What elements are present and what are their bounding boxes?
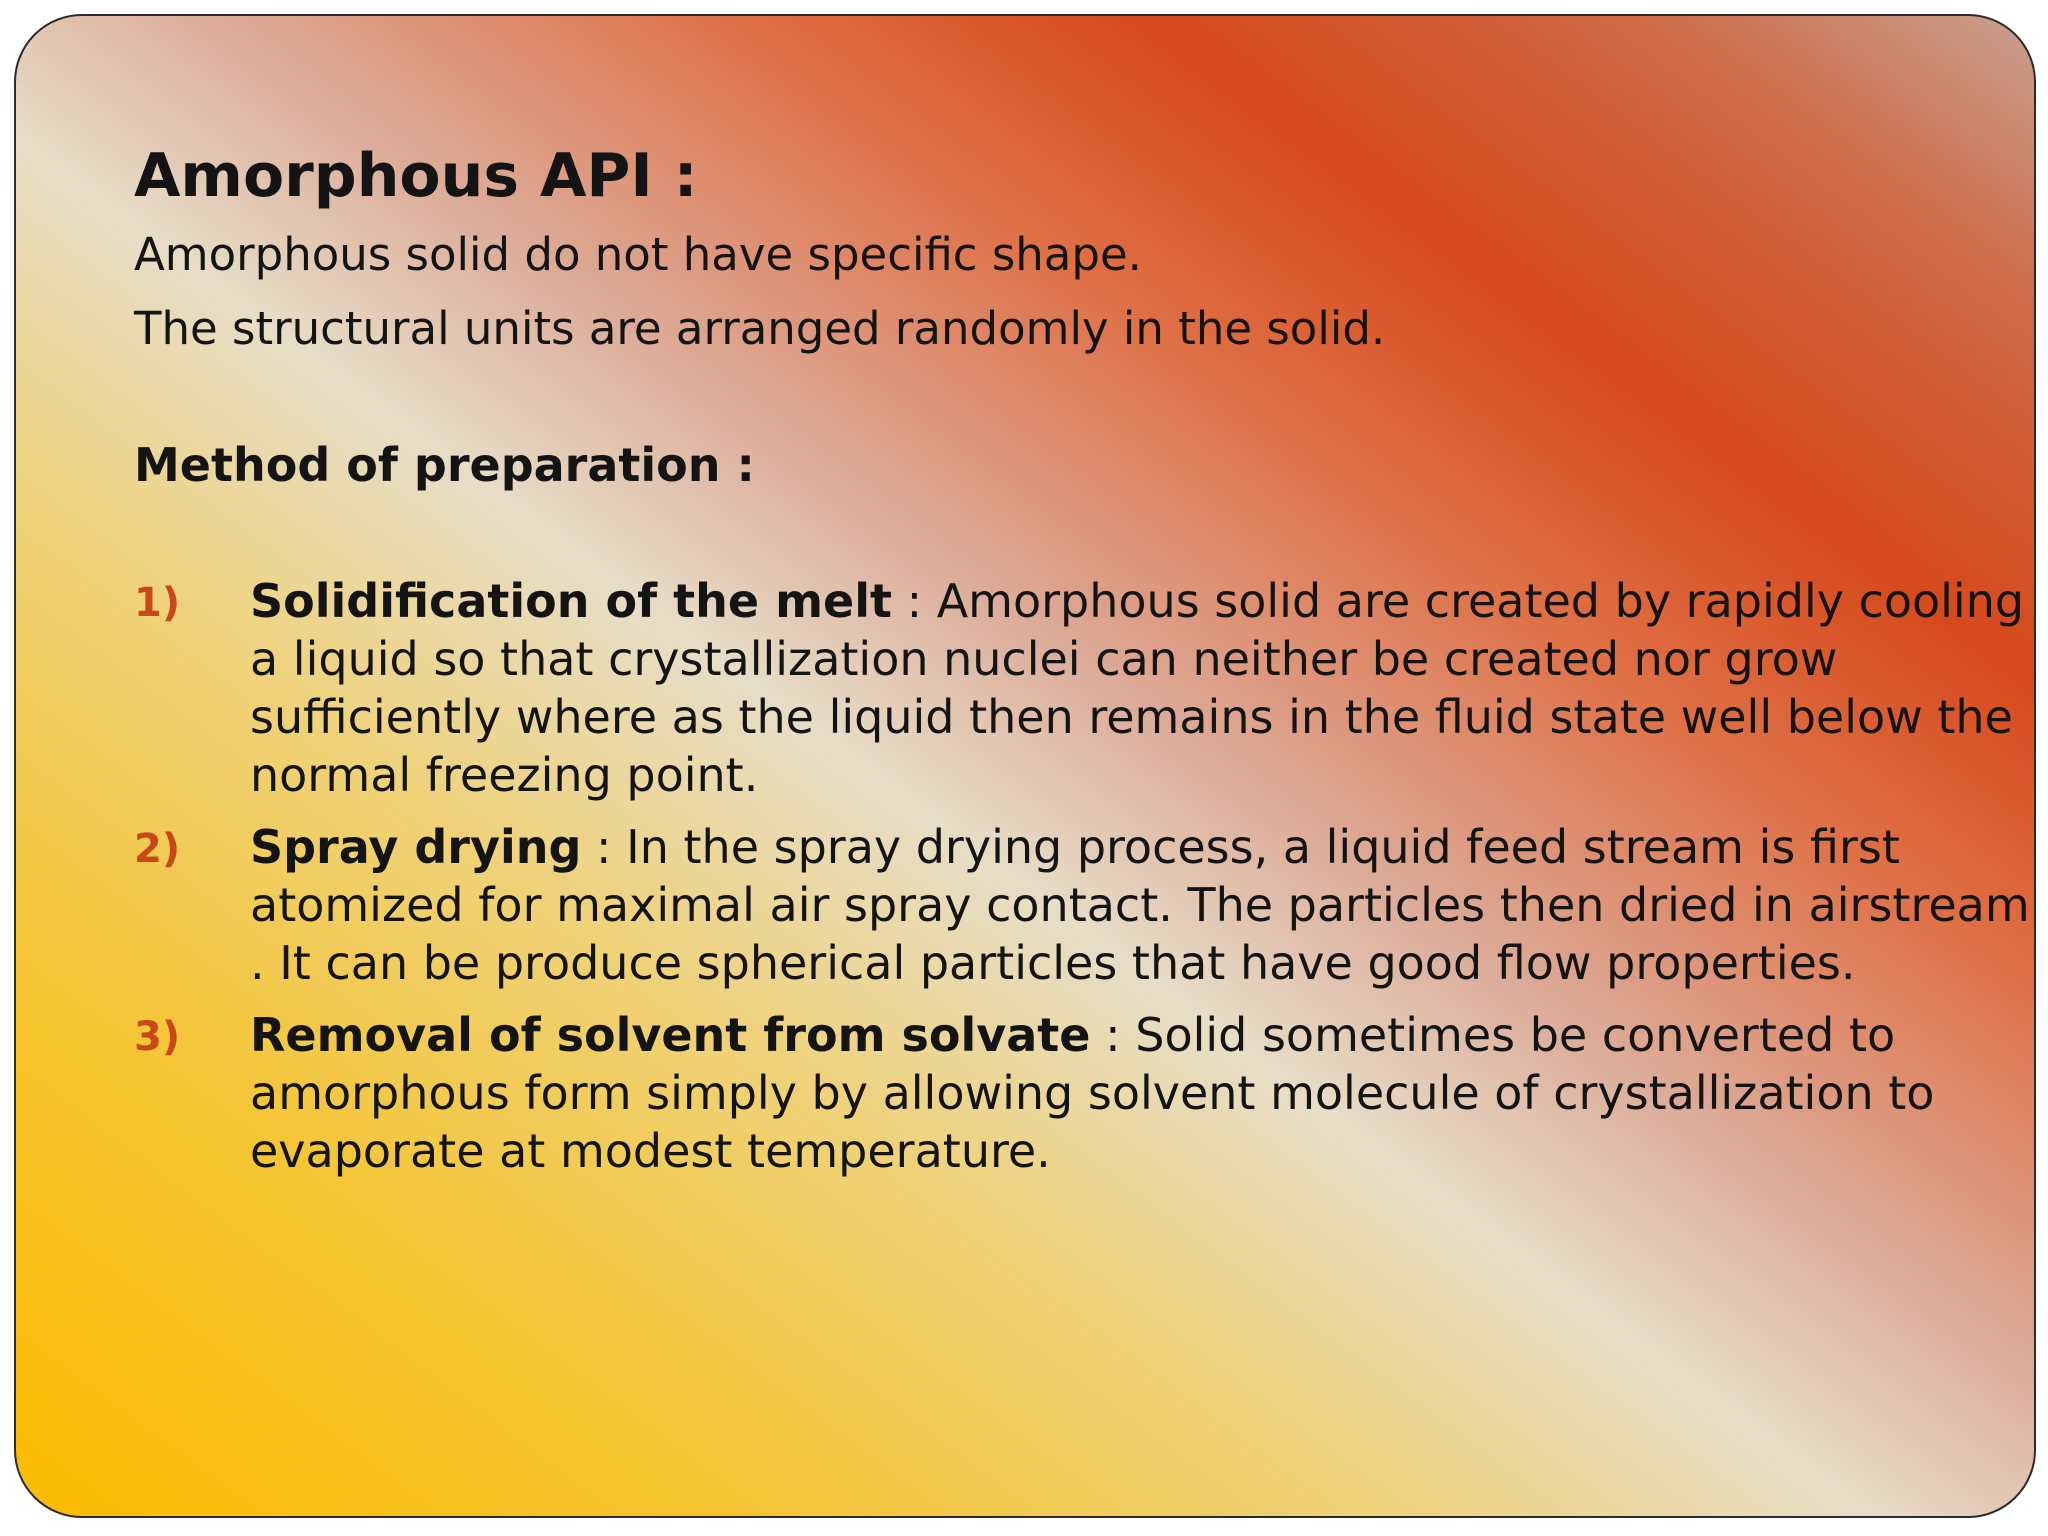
method-description: : In the spray drying process, a liquid feed stream is first atomized for maximal air spray contact. The particles then dried in airstream . It can be produce spherical particles that have good flow properties.	[250, 820, 2030, 990]
method-term: Spray drying	[250, 820, 582, 874]
method-description: : Amorphous solid are created by rapidly cooling a liquid so that crystallization nuclei can neither be created nor grow sufficiently where as the liquid then remains in the fluid state well below the normal freezing point.	[250, 574, 2025, 802]
intro-line-2: The structural units are arranged randomly in the solid.	[134, 302, 1386, 355]
method-list	[134, 572, 2030, 1180]
method-item-melt	[134, 572, 2030, 804]
method-term: Solidification of the melt	[250, 574, 892, 628]
slide-title: Amorphous API :	[134, 141, 698, 211]
method-description: : Solid sometimes be converted to amorphous form simply by allowing solvent molecule of crystallization to evaporate at modest temperature.	[250, 1008, 1935, 1178]
intro-line-1: Amorphous solid do not have specific shape.	[134, 228, 1142, 281]
method-item-spray-drying	[134, 818, 2030, 992]
list-number: 1)	[134, 580, 181, 626]
slide	[14, 14, 2036, 1518]
method-item-solvent-removal	[134, 1006, 2030, 1180]
method-term: Removal of solvent from solvate	[250, 1008, 1091, 1062]
slide-content	[134, 134, 2030, 1194]
list-number: 3)	[134, 1014, 181, 1060]
list-number: 2)	[134, 826, 181, 872]
method-heading: Method of preparation :	[134, 438, 755, 492]
